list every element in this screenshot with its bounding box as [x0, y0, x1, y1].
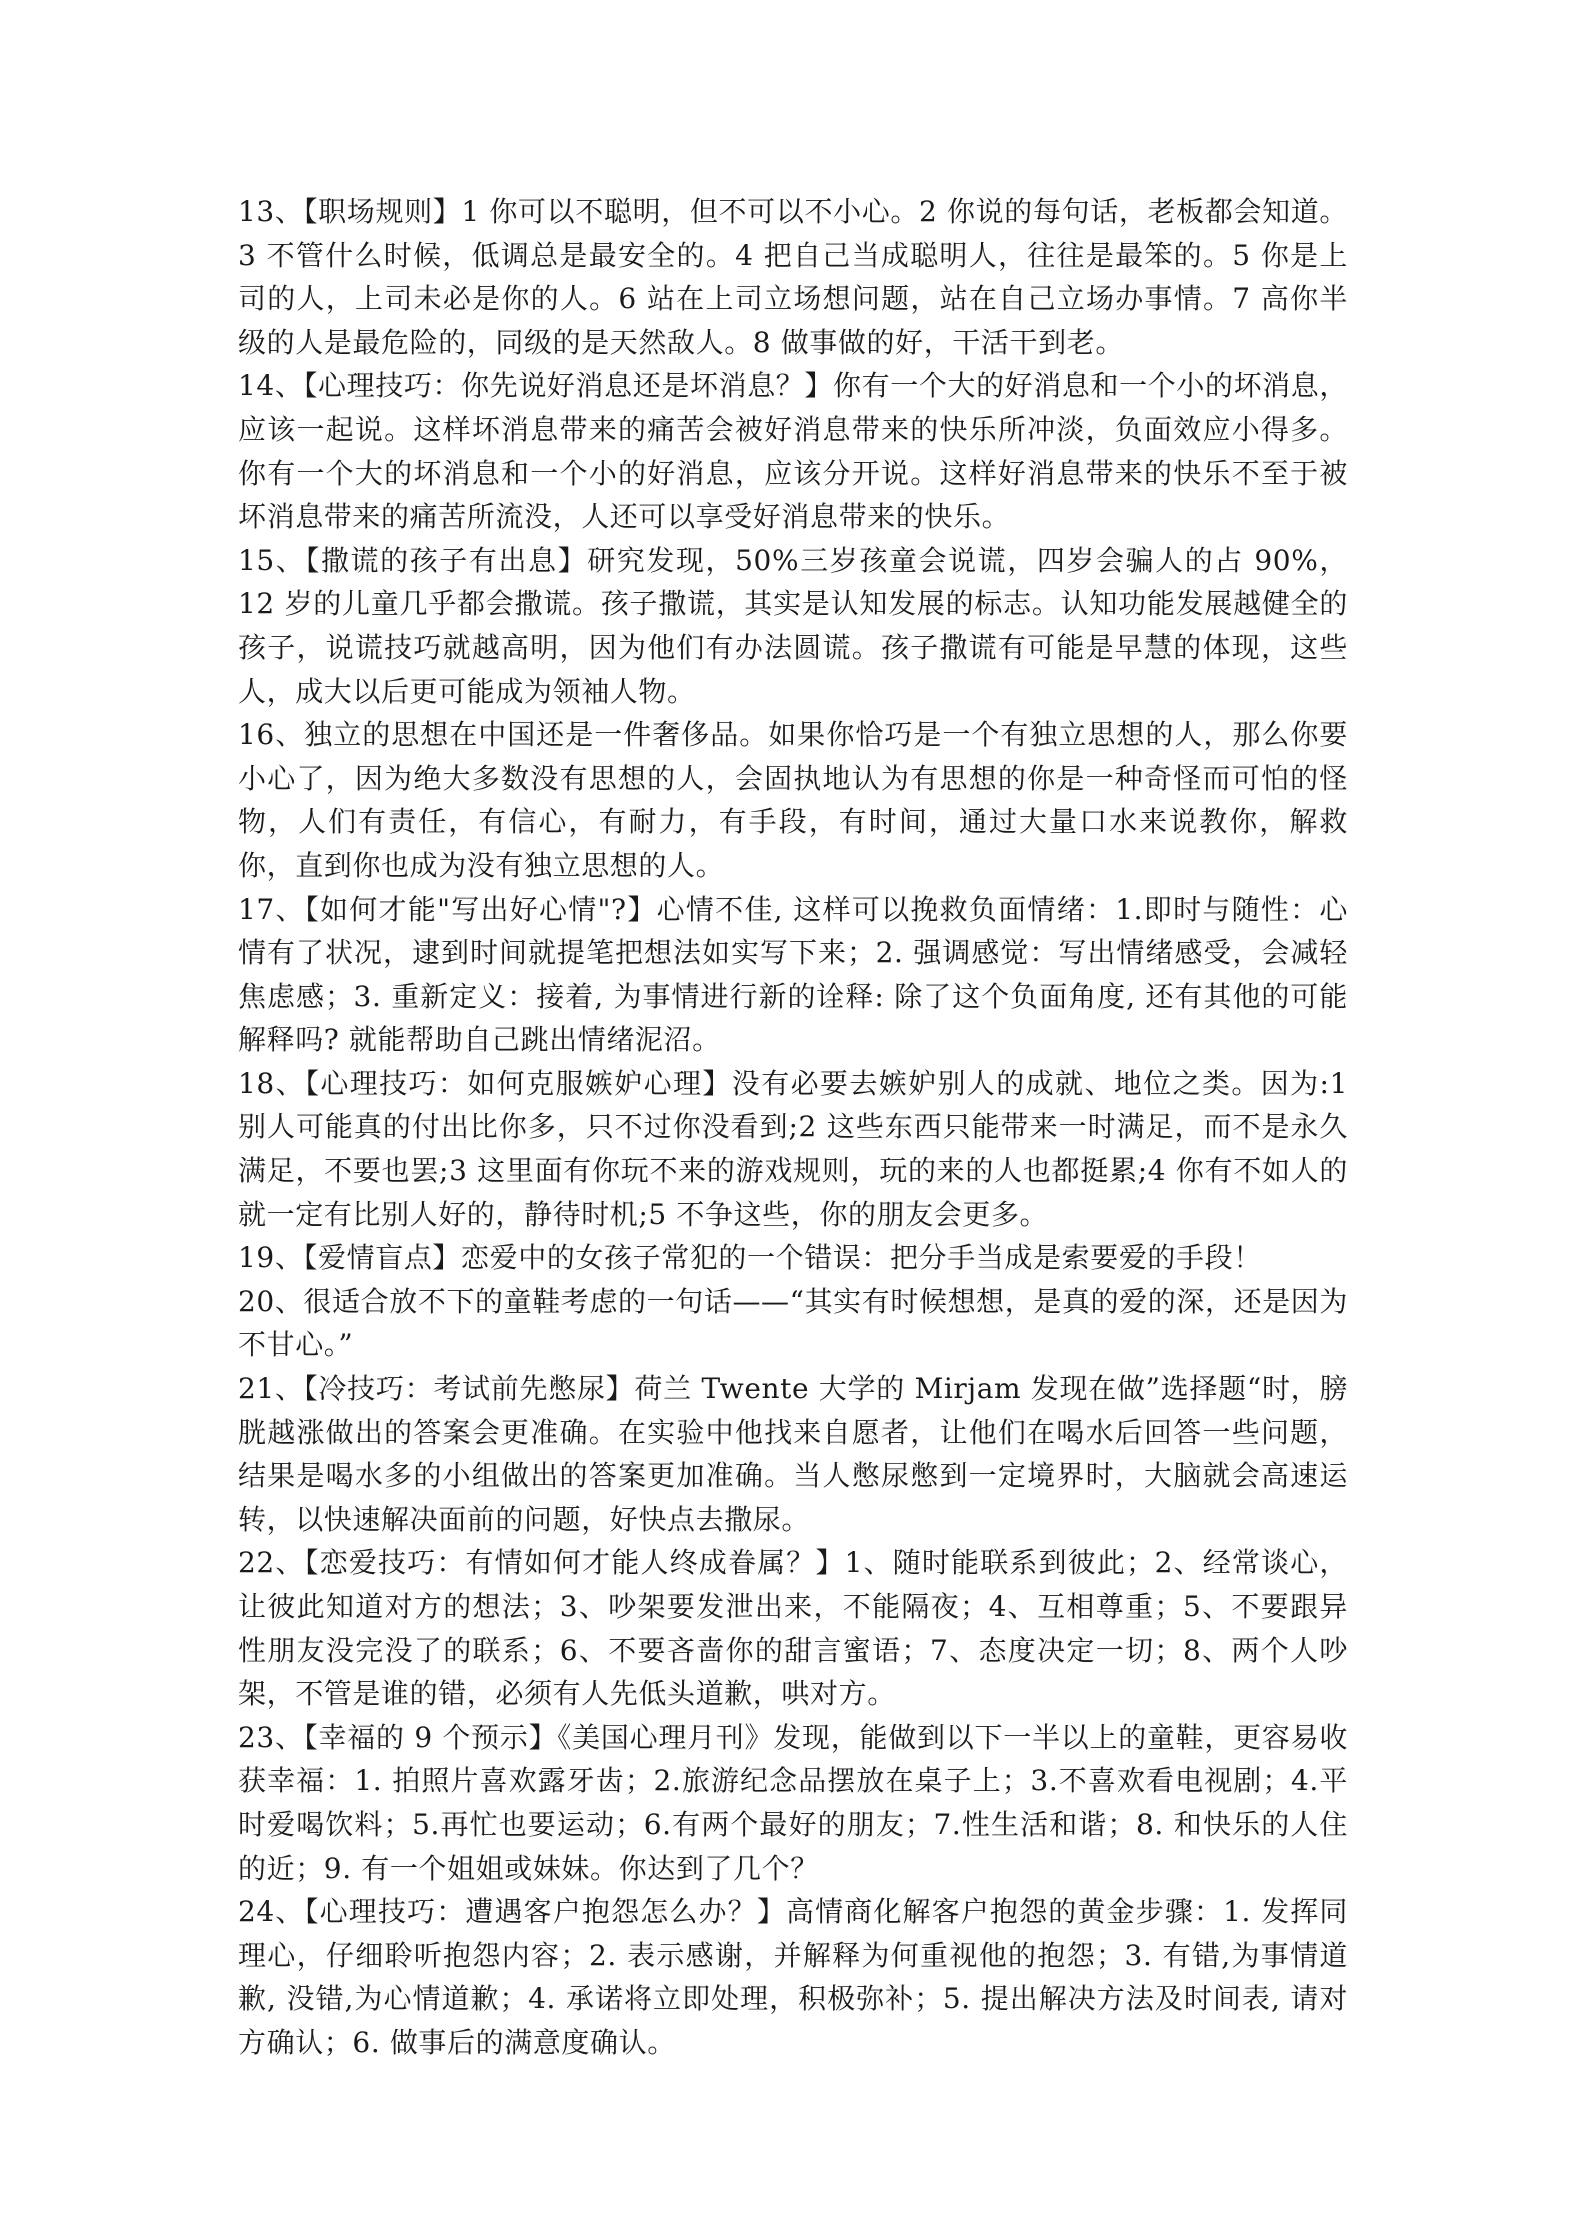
paragraph-14: 14、【心理技巧：你先说好消息还是坏消息？】你有一个大的好消息和一个小的坏消息，应该一起说。这样坏消息带来的痛苦会被好消息带来的快乐所冲淡，负面效应小得多。你有一个大的坏消息和一个小的好消息，应该分开说。这样好消息带来的快乐不至于被坏消息带来的痛苦所流没，人还可以享受好消息带来的快乐。 [238, 369, 1348, 534]
document-body [238, 190, 1348, 2065]
paragraph-21: 21、【冷技巧：考试前先憋尿】荷兰 Twente 大学的 Mirjam 发现在做”选择题“时，膀胱越涨做出的答案会更准确。在实验中他找来自愿者，让他们在喝水后回答一些问题，结果是喝水多的小组做出的答案更加准确。当人憋尿憋到一定境界时，大脑就会高速运转，以快速解决面前的问题，好快点去撒尿。 [238, 1372, 1348, 1536]
paragraph-17: 17、【如何才能"写出好心情"?】心情不佳, 这样可以挽救负面情绪：1.即时与随性：心情有了状况，逮到时间就提笔把想法如实写下来；2. 强调感觉：写出情绪感受，会减轻焦虑感；3. 重新定义：接着, 为事情进行新的诠释: 除了这个负面角度, 还有其他的可能解释吗? 就能帮助自己跳出情绪泥沼。 [238, 892, 1348, 1057]
paragraph-23: 23、【幸福的 9 个预示】《美国心理月刊》发现，能做到以下一半以上的童鞋，更容易收获幸福：1. 拍照片喜欢露牙齿；2.旅游纪念品摆放在桌子上；3.不喜欢看电视剧；4.平时爱喝饮料；5.再忙也要运动；6.有两个最好的朋友；7.性生活和谐；8. 和快乐的人住的近；9. 有一个姐姐或妹妹。你达到了几个？ [238, 1720, 1348, 1885]
paragraph-24: 24、【心理技巧：遭遇客户抱怨怎么办？】高情商化解客户抱怨的黄金步骤：1. 发挥同理心，仔细聆听抱怨内容；2. 表示感谢，并解释为何重视他的抱怨；3. 有错,为事情道歉, 没错,为心情道歉；4. 承诺将立即处理，积极弥补；5. 提出解决方法及时间表, 请对方确认；6. 做事后的满意度确认。 [238, 1895, 1348, 2059]
paragraph-20: 20、很适合放不下的童鞋考虑的一句话——“其实有时候想想，是真的爱的深，还是因为不甘心。” [238, 1284, 1348, 1362]
paragraph-16: 16、独立的思想在中国还是一件奢侈品。如果你恰巧是一个有独立思想的人，那么你要小心了，因为绝大多数没有思想的人，会固执地认为有思想的你是一种奇怪而可怕的怪物，人们有责任，有信心，有耐力，有手段，有时间，通过大量口水来说教你，解救你，直到你也成为没有独立思想的人。 [238, 718, 1348, 882]
paragraph-13: 13、【职场规则】1 你可以不聪明，但不可以不小心。2 你说的每句话，老板都会知道。3 不管什么时候，低调总是最安全的。4 把自己当成聪明人，往往是最笨的。5 你是上司的人，上司未必是你的人。6 站在上司立场想问题，站在自己立场办事情。7 高你半级的人是最危险的，同级的是天然敌人。8 做事做的好，干活干到老。 [238, 195, 1348, 359]
paragraph-19: 19、【爱情盲点】恋爱中的女孩子常犯的一个错误：把分手当成是索要爱的手段！ [238, 1241, 1262, 1275]
paragraph-18: 18、【心理技巧：如何克服嫉妒心理】没有必要去嫉妒别人的成就、地位之类。因为:1 别人可能真的付出比你多，只不过你没看到;2 这些东西只能带来一时满足，而不是永久满足，不要也罢;3 这里面有你玩不来的游戏规则，玩的来的人也都挺累;4 你有不如人的就一定有比别人好的，静待时机;5 不争这些，你的朋友会更多。 [238, 1066, 1348, 1231]
paragraph-22: 22、【恋爱技巧：有情如何才能人终成眷属？】1、随时能联系到彼此；2、经常谈心，让彼此知道对方的想法；3、吵架要发泄出来，不能隔夜；4、互相尊重；5、不要跟异性朋友没完没了的联系；6、不要吝啬你的甜言蜜语；7、态度决定一切；8、两个人吵架，不管是谁的错，必须有人先低头道歉，哄对方。 [238, 1546, 1348, 1711]
paragraph-15: 15、【撒谎的孩子有出息】研究发现，50%三岁孩童会说谎，四岁会骗人的占 90%，12 岁的儿童几乎都会撒谎。孩子撒谎，其实是认知发展的标志。认知功能发展越健全的孩子，说谎技巧就越高明，因为他们有办法圆谎。孩子撒谎有可能是早慧的体现，这些人，成大以后更可能成为领袖人物。 [238, 543, 1348, 708]
